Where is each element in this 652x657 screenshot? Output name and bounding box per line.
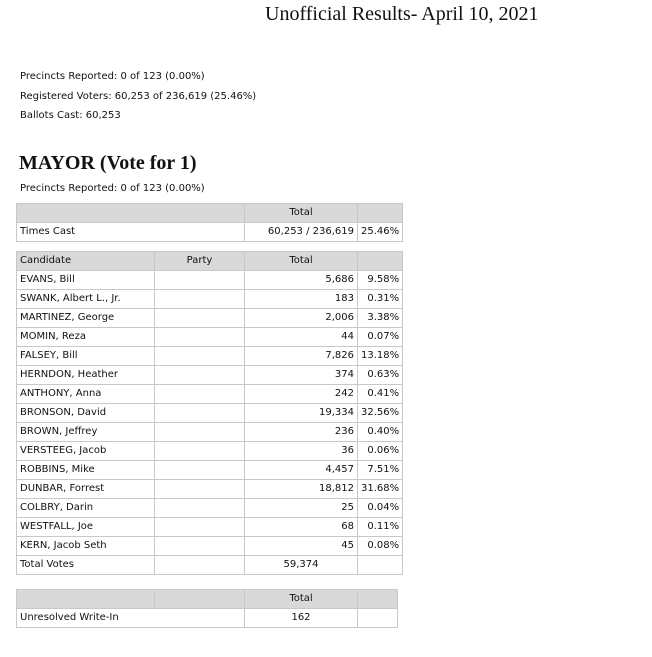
write-in-total-header: Total [245,590,358,609]
candidate-party [155,537,245,556]
header-blank [17,590,155,609]
candidate-party [155,309,245,328]
candidate-percent: 0.63% [358,366,403,385]
write-in-label: Unresolved Write-In [17,609,245,628]
race-title: MAYOR (Vote for 1) [19,152,197,174]
candidate-percent: 7.51% [358,461,403,480]
write-in-value: 162 [245,609,358,628]
candidate-name: EVANS, Bill [17,271,155,290]
candidate-votes: 44 [245,328,358,347]
candidate-percent: 0.40% [358,423,403,442]
candidate-name: BRONSON, David [17,404,155,423]
candidate-party [155,347,245,366]
candidate-percent: 32.56% [358,404,403,423]
header-blank [358,590,398,609]
times-cast-pct: 25.46% [358,223,403,242]
candidate-votes: 7,826 [245,347,358,366]
total-votes-label: Total Votes [17,556,155,575]
candidate-party [155,442,245,461]
table-row [17,499,403,518]
table-row [17,423,403,442]
candidate-name: WESTFALL, Joe [17,518,155,537]
times-cast-table [16,203,403,242]
candidate-votes: 183 [245,290,358,309]
candidate-party [155,461,245,480]
candidate-votes: 4,457 [245,461,358,480]
candidate-votes: 19,334 [245,404,358,423]
candidate-votes: 36 [245,442,358,461]
candidate-party [155,404,245,423]
candidate-name: HERNDON, Heather [17,366,155,385]
candidate-party [155,271,245,290]
write-in-header-row [17,590,398,609]
header-blank [17,204,245,223]
candidate-votes: 236 [245,423,358,442]
candidate-name: COLBRY, Darin [17,499,155,518]
candidate-percent: 13.18% [358,347,403,366]
candidate-party [155,480,245,499]
table-row [17,518,403,537]
candidate-votes: 68 [245,518,358,537]
candidate-results-table [16,251,403,575]
candidate-percent: 0.41% [358,385,403,404]
candidate-percent: 9.58% [358,271,403,290]
total-column-header: Total [245,252,358,271]
table-row [17,309,403,328]
precincts-reported: Precincts Reported: 0 of 123 (0.00%) [20,71,205,82]
candidate-party [155,328,245,347]
times-cast-total-header: Total [245,204,358,223]
candidate-name: ANTHONY, Anna [17,385,155,404]
candidate-party [155,290,245,309]
race-precincts-reported: Precincts Reported: 0 of 123 (0.00%) [20,183,205,194]
candidate-percent: 0.08% [358,537,403,556]
candidate-votes: 2,006 [245,309,358,328]
candidate-name: BROWN, Jeffrey [17,423,155,442]
candidate-percent: 31.68% [358,480,403,499]
table-row [17,366,403,385]
candidate-votes: 374 [245,366,358,385]
candidate-column-header: Candidate [17,252,155,271]
table-row [17,404,403,423]
candidate-name: SWANK, Albert L., Jr. [17,290,155,309]
candidate-party [155,499,245,518]
candidate-party [155,385,245,404]
candidate-percent: 0.04% [358,499,403,518]
candidate-percent: 0.07% [358,328,403,347]
candidate-party [155,366,245,385]
candidate-name: VERSTEEG, Jacob [17,442,155,461]
total-votes-party [155,556,245,575]
candidate-percent: 0.06% [358,442,403,461]
times-cast-row [17,223,403,242]
registered-voters: Registered Voters: 60,253 of 236,619 (25.46%) [20,91,257,102]
candidate-votes: 242 [245,385,358,404]
table-row [17,461,403,480]
write-in-row [17,609,398,628]
candidate-name: MOMIN, Reza [17,328,155,347]
total-votes-row [17,556,403,575]
ballots-cast: Ballots Cast: 60,253 [20,110,121,121]
write-in-pct [358,609,398,628]
candidate-votes: 5,686 [245,271,358,290]
candidate-percent: 3.38% [358,309,403,328]
candidate-percent: 0.31% [358,290,403,309]
header-blank [358,204,403,223]
candidate-name: KERN, Jacob Seth [17,537,155,556]
table-row [17,290,403,309]
table-row [17,442,403,461]
total-votes-value: 59,374 [245,556,358,575]
party-column-header: Party [155,252,245,271]
candidate-name: DUNBAR, Forrest [17,480,155,499]
candidate-party [155,518,245,537]
table-row [17,328,403,347]
candidate-name: ROBBINS, Mike [17,461,155,480]
candidate-party [155,423,245,442]
table-row [17,480,403,499]
times-cast-header-row [17,204,403,223]
table-row [17,385,403,404]
table-row [17,537,403,556]
candidate-votes: 45 [245,537,358,556]
candidate-votes: 25 [245,499,358,518]
candidate-header-row [17,252,403,271]
times-cast-label: Times Cast [17,223,245,242]
candidate-name: MARTINEZ, George [17,309,155,328]
table-row [17,271,403,290]
candidate-percent: 0.11% [358,518,403,537]
write-in-table [16,589,398,628]
times-cast-value: 60,253 / 236,619 [245,223,358,242]
header-blank [358,252,403,271]
page-title: Unofficial Results- April 10, 2021 [265,3,539,25]
header-blank [155,590,245,609]
total-votes-pct [358,556,403,575]
table-row [17,347,403,366]
candidate-votes: 18,812 [245,480,358,499]
candidate-name: FALSEY, Bill [17,347,155,366]
